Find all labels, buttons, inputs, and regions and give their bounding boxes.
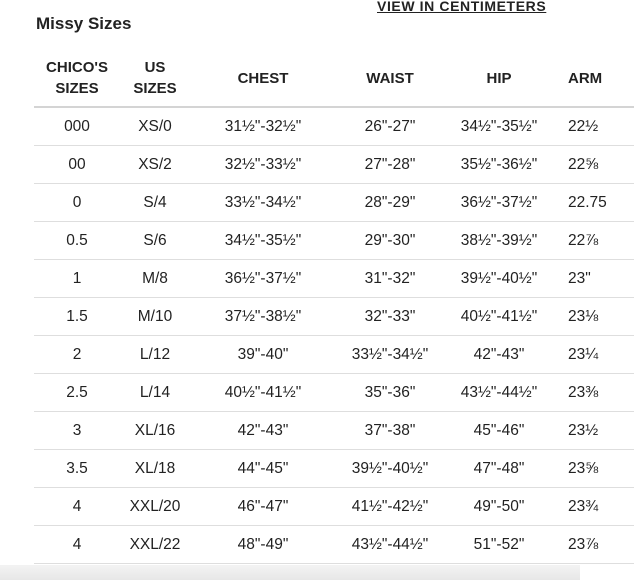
- table-cell-arm: 23½: [554, 412, 634, 450]
- table-cell-chest: 37½"-38½": [190, 298, 336, 336]
- table-cell-us-sizes: S/4: [120, 184, 190, 222]
- table-cell-waist: 39½"-40½": [336, 450, 444, 488]
- table-cell-waist: 28"-29": [336, 184, 444, 222]
- table-cell-chicos-sizes: 2: [34, 336, 120, 374]
- table-cell-arm: 23⅞: [554, 526, 634, 564]
- table-cell-us-sizes: XL/18: [120, 450, 190, 488]
- column-header-hip: HIP: [444, 50, 554, 107]
- table-cell-chest: 36½"-37½": [190, 260, 336, 298]
- table-cell-chest: 42"-43": [190, 412, 336, 450]
- table-cell-us-sizes: M/8: [120, 260, 190, 298]
- table-cell-hip: 35½"-36½": [444, 146, 554, 184]
- table-row: [34, 146, 634, 184]
- table-cell-hip: 38½"-39½": [444, 222, 554, 260]
- table-cell-arm: 22⅝: [554, 146, 634, 184]
- table-cell-chest: 34½"-35½": [190, 222, 336, 260]
- table-cell-waist: 41½"-42½": [336, 488, 444, 526]
- table-cell-us-sizes: L/14: [120, 374, 190, 412]
- table-cell-us-sizes: S/6: [120, 222, 190, 260]
- table-cell-arm: 23⅝: [554, 450, 634, 488]
- bottom-edge-shadow: [0, 565, 580, 580]
- table-cell-arm: 23": [554, 260, 634, 298]
- table-row: [34, 526, 634, 564]
- table-row: [34, 450, 634, 488]
- table-cell-us-sizes: XXL/22: [120, 526, 190, 564]
- table-cell-chicos-sizes: 3: [34, 412, 120, 450]
- table-cell-chicos-sizes: 3.5: [34, 450, 120, 488]
- table-cell-waist: 33½"-34½": [336, 336, 444, 374]
- table-row: [34, 184, 634, 222]
- table-cell-chest: 39"-40": [190, 336, 336, 374]
- table-cell-waist: 43½"-44½": [336, 526, 444, 564]
- table-row: [34, 260, 634, 298]
- size-chart-table-container: [34, 50, 607, 565]
- table-cell-chest: 33½"-34½": [190, 184, 336, 222]
- table-cell-chicos-sizes: 000: [34, 107, 120, 146]
- table-cell-chest: 32½"-33½": [190, 146, 336, 184]
- table-cell-chest: 44"-45": [190, 450, 336, 488]
- table-cell-arm: 22½: [554, 107, 634, 146]
- table-cell-arm: 23¼: [554, 336, 634, 374]
- column-header-waist: WAIST: [336, 50, 444, 107]
- table-cell-waist: 35"-36": [336, 374, 444, 412]
- table-cell-hip: 42"-43": [444, 336, 554, 374]
- table-row: [34, 374, 634, 412]
- table-cell-chicos-sizes: 1.5: [34, 298, 120, 336]
- table-cell-hip: 43½"-44½": [444, 374, 554, 412]
- column-header-chest: CHEST: [190, 50, 336, 107]
- table-cell-waist: 31"-32": [336, 260, 444, 298]
- table-cell-chest: 40½"-41½": [190, 374, 336, 412]
- table-row: [34, 336, 634, 374]
- page-title: Missy Sizes: [36, 14, 132, 33]
- table-header-row: [34, 50, 634, 107]
- table-cell-waist: 37"-38": [336, 412, 444, 450]
- table-cell-waist: 32"-33": [336, 298, 444, 336]
- table-cell-chest: 48"-49": [190, 526, 336, 564]
- table-cell-arm: 22.75: [554, 184, 634, 222]
- table-row: [34, 222, 634, 260]
- table-row: [34, 488, 634, 526]
- table-cell-chicos-sizes: 4: [34, 526, 120, 564]
- column-header-us-sizes: US SIZES: [120, 50, 190, 107]
- table-cell-hip: 45"-46": [444, 412, 554, 450]
- table-cell-hip: 49"-50": [444, 488, 554, 526]
- table-cell-arm: 23¾: [554, 488, 634, 526]
- table-row: [34, 107, 634, 146]
- table-cell-chicos-sizes: 00: [34, 146, 120, 184]
- table-cell-hip: 36½"-37½": [444, 184, 554, 222]
- table-cell-chest: 31½"-32½": [190, 107, 336, 146]
- table-cell-us-sizes: L/12: [120, 336, 190, 374]
- table-cell-waist: 27"-28": [336, 146, 444, 184]
- table-cell-waist: 29"-30": [336, 222, 444, 260]
- view-in-centimeters-link[interactable]: VIEW IN CENTIMETERS: [377, 0, 547, 14]
- table-cell-chicos-sizes: 1: [34, 260, 120, 298]
- table-cell-waist: 26"-27": [336, 107, 444, 146]
- table-cell-hip: 40½"-41½": [444, 298, 554, 336]
- table-cell-chicos-sizes: 2.5: [34, 374, 120, 412]
- table-cell-us-sizes: XS/0: [120, 107, 190, 146]
- table-cell-arm: 22⅞: [554, 222, 634, 260]
- column-header-chicos-sizes: CHICO'S SIZES: [34, 50, 120, 107]
- table-cell-hip: 51"-52": [444, 526, 554, 564]
- table-cell-hip: 47"-48": [444, 450, 554, 488]
- table-cell-us-sizes: M/10: [120, 298, 190, 336]
- table-body: [34, 107, 634, 564]
- table-cell-hip: 39½"-40½": [444, 260, 554, 298]
- table-cell-arm: 23⅛: [554, 298, 634, 336]
- table-cell-arm: 23⅜: [554, 374, 634, 412]
- table-row: [34, 298, 634, 336]
- table-cell-chest: 46"-47": [190, 488, 336, 526]
- table-cell-us-sizes: XS/2: [120, 146, 190, 184]
- table-cell-chicos-sizes: 4: [34, 488, 120, 526]
- table-cell-hip: 34½"-35½": [444, 107, 554, 146]
- table-row: [34, 412, 634, 450]
- table-cell-us-sizes: XL/16: [120, 412, 190, 450]
- column-header-arm: ARM: [554, 50, 634, 107]
- table-cell-us-sizes: XXL/20: [120, 488, 190, 526]
- table-cell-chicos-sizes: 0.5: [34, 222, 120, 260]
- table-cell-chicos-sizes: 0: [34, 184, 120, 222]
- size-chart-table: [34, 50, 634, 564]
